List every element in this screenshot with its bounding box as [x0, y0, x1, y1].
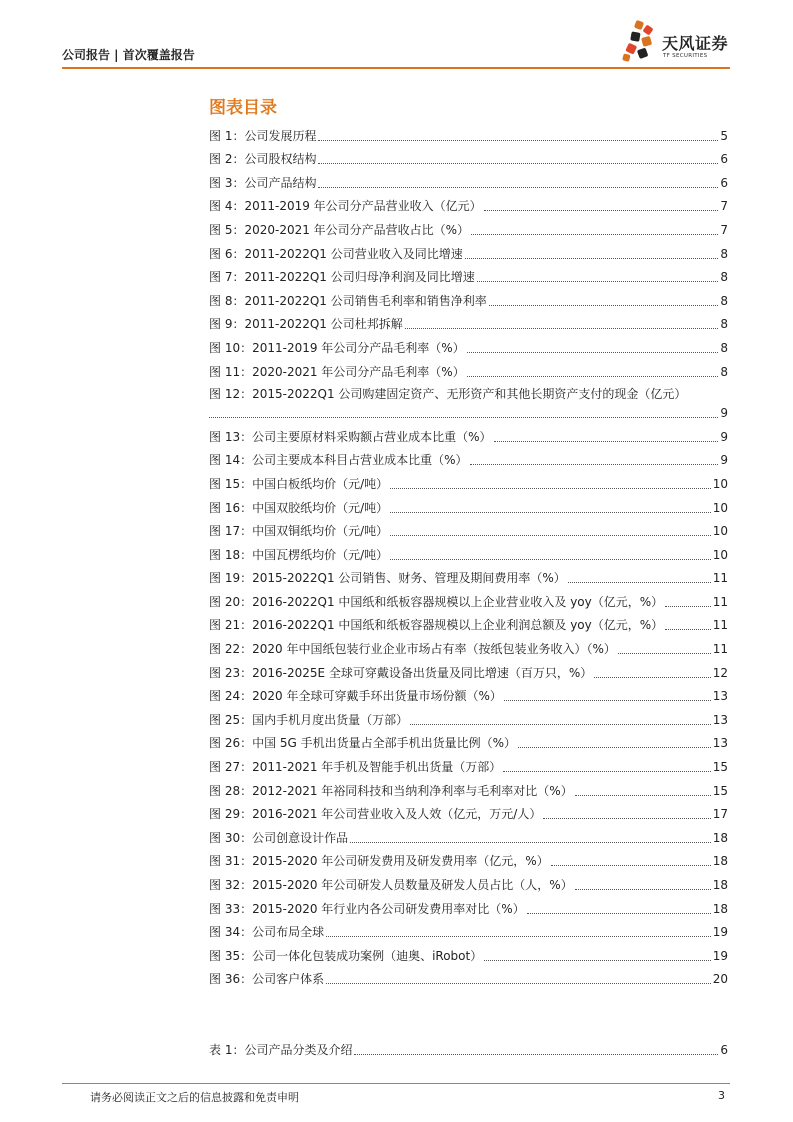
toc-entry-label: 图 28：2012-2021 年裕同科技和当纳利净利率与毛利率对比（%）	[209, 783, 573, 798]
toc-leader-dots	[467, 376, 719, 377]
toc-entry-label: 图 17：中国双铜纸均价（元/吨）	[209, 524, 389, 539]
toc-entry-page: 10	[712, 524, 728, 539]
toc-entry-label: 图 3：公司产品结构	[209, 175, 317, 190]
toc-entry-page: 19	[712, 948, 728, 963]
toc-entry-page: 11	[712, 594, 728, 609]
toc-entry-label: 图 4：2011-2019 年公司分产品营业收入（亿元）	[209, 199, 482, 214]
toc-entry-label: 图 7：2011-2022Q1 公司归母净利润及同比增速	[209, 270, 475, 285]
toc-entry-page: 7	[720, 199, 728, 214]
toc-entry[interactable]	[209, 728, 728, 752]
toc-entry-label: 图 19：2015-2022Q1 公司销售、财务、管理及期间费用率（%）	[209, 571, 566, 586]
toc-leader-dots	[489, 305, 719, 306]
toc-entry[interactable]	[209, 120, 728, 144]
toc-entry-page: 10	[712, 500, 728, 515]
toc-entry[interactable]	[209, 285, 728, 309]
toc-entry[interactable]	[209, 1034, 728, 1058]
toc-entry[interactable]	[209, 846, 728, 870]
toc-entry-label: 图 20：2016-2022Q1 中国纸和纸板容器规模以上企业营业收入及 yoy（亿元，%）	[209, 594, 664, 609]
toc-leader-dots	[494, 441, 719, 442]
logo-mark-icon	[622, 20, 658, 64]
toc-entry[interactable]	[209, 238, 728, 262]
toc-entry-label: 图 1：公司发展历程	[209, 128, 317, 143]
figure-list	[209, 120, 728, 987]
toc-entry-page: 9	[720, 406, 728, 421]
toc-leader-dots	[594, 677, 710, 678]
toc-leader-dots	[467, 352, 719, 353]
toc-entry-page: 18	[712, 901, 728, 916]
toc-entry[interactable]	[209, 775, 728, 799]
toc-leader-dots	[575, 795, 711, 796]
toc-entry-label: 图 12：2015-2022Q1 公司购建固定资产、无形资产和其他长期资产支付的现金（亿元）	[209, 386, 687, 401]
toc-leader-dots	[477, 281, 719, 282]
toc-entry-label: 图 15：中国白板纸均价（元/吨）	[209, 476, 389, 491]
toc-entry[interactable]	[209, 332, 728, 356]
toc-entry-page: 18	[712, 830, 728, 845]
toc-entry[interactable]	[209, 539, 728, 563]
header-divider	[62, 67, 730, 69]
toc-entry-page: 13	[712, 689, 728, 704]
toc-entry[interactable]	[209, 681, 728, 705]
toc-entry-page: 8	[720, 246, 728, 261]
toc-entry-label: 图 18：中国瓦楞纸均价（元/吨）	[209, 547, 389, 562]
toc-entry-label: 图 10：2011-2019 年公司分产品毛利率（%）	[209, 340, 465, 355]
toc-entry-page: 20	[712, 972, 728, 987]
disclaimer-text: 请务必阅读正文之后的信息披露和免责申明	[90, 1091, 299, 1104]
toc-entry-label: 图 11：2020-2021 年公司分产品毛利率（%）	[209, 364, 465, 379]
toc-leader-dots	[318, 163, 718, 164]
table-list	[209, 1034, 728, 1058]
toc-entry-page: 10	[712, 547, 728, 562]
toc-entry[interactable]	[209, 869, 728, 893]
toc-leader-dots	[568, 582, 711, 583]
toc-leader-dots	[326, 936, 711, 937]
toc-entry-label: 图 2：公司股权结构	[209, 152, 317, 167]
toc-entry-page: 11	[712, 642, 728, 657]
page-number: 3	[718, 1089, 725, 1102]
toc-entry-page: 18	[712, 854, 728, 869]
toc-entry[interactable]	[209, 380, 728, 422]
toc-leader-dots	[410, 724, 711, 725]
toc-leader-dots	[665, 629, 711, 630]
toc-entry-page: 8	[720, 364, 728, 379]
toc-entry-page: 5	[720, 128, 728, 143]
toc-leader-dots	[318, 140, 718, 141]
toc-title: 图表目录	[209, 98, 277, 118]
toc-entry-label: 图 14：公司主要成本科目占营业成本比重（%）	[209, 453, 468, 468]
toc-leader-dots	[503, 771, 710, 772]
toc-entry-label: 图 6：2011-2022Q1 公司营业收入及同比增速	[209, 246, 463, 261]
toc-entry-label: 图 9：2011-2022Q1 公司杜邦拆解	[209, 317, 403, 332]
page-header	[62, 0, 730, 70]
toc-entry-label: 图 35：公司一体化包装成功案例（迪奥、iRobot）	[209, 948, 483, 963]
toc-entry-label: 图 24：2020 年全球可穿戴手环出货量市场份额（%）	[209, 689, 502, 704]
toc-entry-label: 图 29：2016-2021 年公司营业收入及人效（亿元，万元/人）	[209, 807, 542, 822]
toc-entry[interactable]	[209, 633, 728, 657]
toc-entry-page: 9	[720, 429, 728, 444]
toc-leader-dots	[354, 1054, 718, 1055]
toc-entry[interactable]	[209, 799, 728, 823]
toc-leader-dots	[484, 960, 710, 961]
toc-entry-label: 图 32：2015-2020 年公司研发人员数量及研发人员占比（人，%）	[209, 878, 573, 892]
toc-entry-label: 图 33：2015-2020 年行业内各公司研发费用率对比（%）	[209, 901, 525, 916]
toc-entry[interactable]	[209, 214, 728, 238]
toc-leader-dots	[551, 865, 711, 866]
toc-entry-label: 图 36：公司客户体系	[209, 972, 325, 987]
toc-entry[interactable]	[209, 445, 728, 469]
toc-leader-dots	[618, 653, 711, 654]
toc-entry[interactable]	[209, 917, 728, 941]
toc-entry-label: 图 5：2020-2021 年公司分产品营收占比（%）	[209, 222, 470, 237]
toc-entry[interactable]	[209, 516, 728, 540]
toc-entry-page: 18	[712, 878, 728, 892]
toc-entry[interactable]	[209, 262, 728, 286]
toc-entry-page: 15	[712, 783, 728, 798]
toc-entry-page: 6	[720, 1042, 728, 1057]
toc-entry-label: 图 23：2016-2025E 全球可穿戴设备出货量及同比增速（百万只，%）	[209, 665, 593, 680]
toc-leader-dots	[326, 983, 711, 984]
toc-entry-page: 8	[720, 317, 728, 332]
toc-entry[interactable]	[209, 893, 728, 917]
toc-leader-dots	[527, 913, 711, 914]
toc-entry[interactable]	[209, 309, 728, 333]
toc-entry[interactable]	[209, 822, 728, 846]
logo-text: 天风证券	[662, 34, 729, 53]
toc-entry[interactable]	[209, 191, 728, 215]
toc-leader-dots	[471, 234, 718, 235]
toc-leader-dots	[390, 535, 711, 536]
toc-entry[interactable]	[209, 586, 728, 610]
toc-entry[interactable]	[209, 940, 728, 964]
toc-entry-label: 图 8：2011-2022Q1 公司销售毛利率和销售净利率	[209, 293, 487, 308]
footer-divider	[62, 1083, 730, 1084]
toc-entry[interactable]	[209, 704, 728, 728]
toc-entry-label: 图 27：2011-2021 年手机及智能手机出货量（万部）	[209, 760, 502, 775]
toc-entry-page: 7	[720, 222, 728, 237]
toc-entry-label: 图 25：国内手机月度出货量（万部）	[209, 712, 409, 727]
toc-entry[interactable]	[209, 468, 728, 492]
toc-leader-dots	[465, 258, 719, 259]
toc-leader-dots	[390, 512, 711, 513]
toc-leader-dots	[318, 187, 718, 188]
toc-entry-page: 15	[712, 760, 728, 775]
toc-leader-dots	[543, 818, 710, 819]
toc-leader-dots	[390, 488, 711, 489]
toc-entry-page: 17	[712, 807, 728, 822]
toc-entry-label: 表 1：公司产品分类及介绍	[209, 1042, 353, 1057]
toc-entry-page: 10	[712, 476, 728, 491]
toc-entry[interactable]	[209, 964, 728, 988]
toc-leader-dots	[209, 417, 718, 418]
toc-leader-dots	[390, 559, 711, 560]
toc-entry-label: 图 26：中国 5G 手机出货量占全部手机出货量比例（%）	[209, 736, 517, 751]
toc-entry[interactable]	[209, 657, 728, 681]
report-type-label: 公司报告 | 首次覆盖报告	[62, 48, 195, 62]
logo-subtext: TF SECURITIES	[663, 53, 708, 59]
toc-leader-dots	[665, 606, 711, 607]
toc-leader-dots	[504, 700, 711, 701]
toc-leader-dots	[350, 842, 711, 843]
toc-entry-label: 图 13：公司主要原材料采购额占营业成本比重（%）	[209, 429, 492, 444]
toc-entry-page: 8	[720, 270, 728, 285]
toc-entry-page: 8	[720, 293, 728, 308]
toc-entry-page: 9	[720, 453, 728, 468]
toc-entry-page: 6	[720, 175, 728, 190]
toc-leader-dots	[484, 210, 719, 211]
toc-leader-dots	[405, 328, 719, 329]
toc-entry-page: 11	[712, 618, 728, 633]
toc-entry-label: 图 22：2020 年中国纸包装行业企业市场占有率（按纸包装业务收入）（%）	[209, 642, 616, 657]
toc-entry[interactable]	[209, 356, 728, 380]
toc-entry[interactable]	[209, 492, 728, 516]
toc-entry-page: 13	[712, 736, 728, 751]
toc-entry-label: 图 31：2015-2020 年公司研发费用及研发费用率（亿元，%）	[209, 854, 549, 869]
toc-entry-label: 图 30：公司创意设计作品	[209, 830, 349, 845]
toc-entry-page: 8	[720, 340, 728, 355]
toc-leader-dots	[518, 747, 711, 748]
toc-entry-page: 11	[712, 571, 728, 586]
toc-entry[interactable]	[209, 144, 728, 168]
toc-entry-label: 图 34：公司布局全球	[209, 925, 325, 940]
toc-leader-dots	[575, 889, 711, 890]
toc-entry[interactable]	[209, 421, 728, 445]
toc-entry-label: 图 21：2016-2022Q1 中国纸和纸板容器规模以上企业利润总额及 yoy（亿元，%）	[209, 618, 664, 633]
toc-entry-page: 6	[720, 152, 728, 167]
toc-entry[interactable]	[209, 563, 728, 587]
toc-entry-page: 13	[712, 712, 728, 727]
toc-entry-page: 12	[712, 665, 728, 680]
toc-entry[interactable]	[209, 167, 728, 191]
company-logo	[622, 20, 732, 64]
toc-entry-page: 19	[712, 925, 728, 940]
toc-entry[interactable]	[209, 751, 728, 775]
toc-entry[interactable]	[209, 610, 728, 634]
toc-entry-label: 图 16：中国双胶纸均价（元/吨）	[209, 500, 389, 515]
toc-leader-dots	[470, 464, 719, 465]
